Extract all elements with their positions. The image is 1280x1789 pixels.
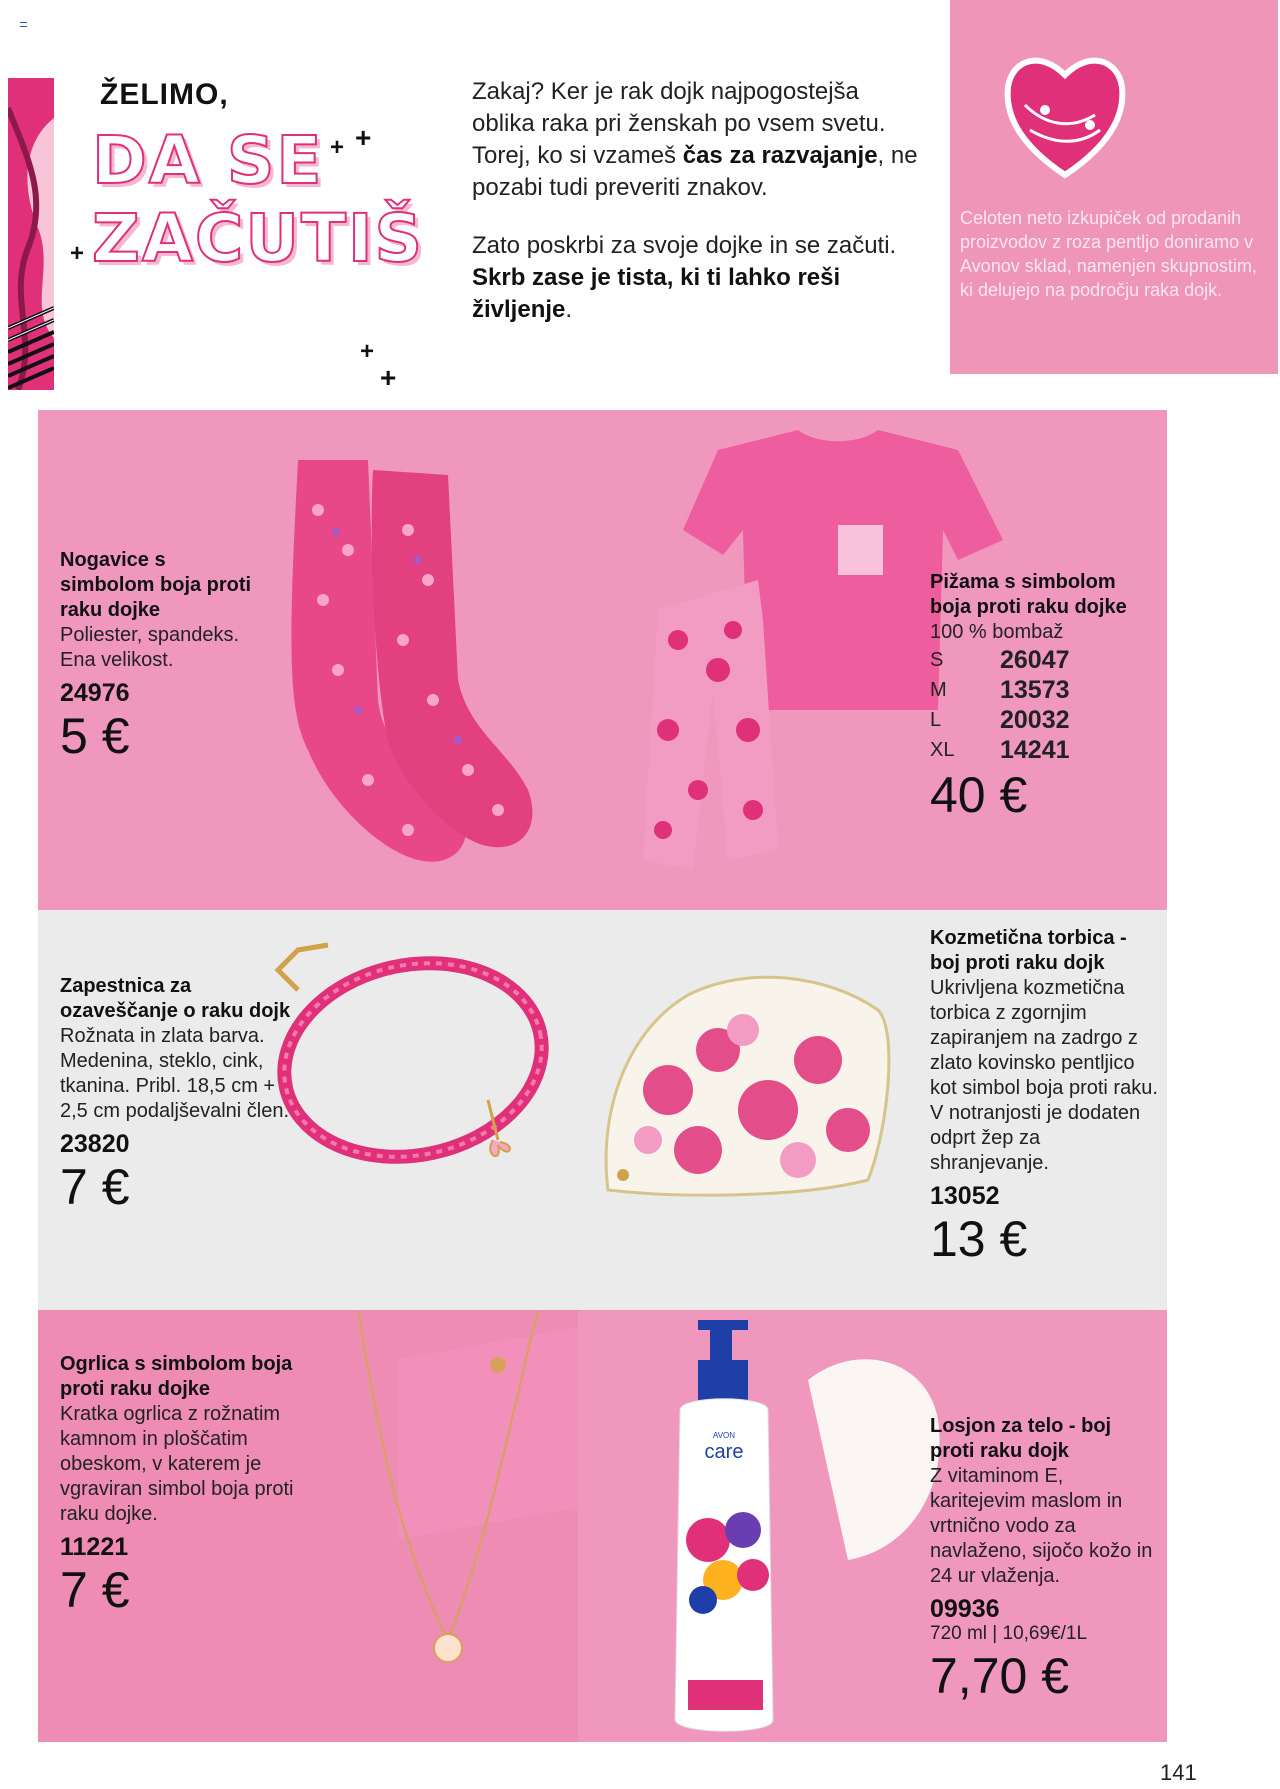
- product-panel-bracelet-pouch: [38, 910, 1167, 1310]
- product-volume: 720 ml | 10,69€/1L: [930, 1623, 1088, 1644]
- product-price: 40 €: [930, 767, 1028, 823]
- donation-text: Celoten neto izkupiček od prodanih proizvodov z roza pentljo doniramo v Avonov sklad, namenjen skupnostim, ki delujejo na področju raka dojk.: [960, 208, 1257, 300]
- intro-text: [472, 76, 922, 352]
- product-price: 7 €: [60, 1562, 130, 1618]
- product-description: Kratka ogrlica z rožnatim kamnom in ploščatim obeskom, v katerem je vgraviran simbol boja proti raku dojke.: [60, 1403, 294, 1525]
- product-price: 7 €: [60, 1159, 130, 1215]
- headline-line-2: ZAČUTIŠ: [92, 200, 425, 277]
- intro-paragraph-2: Zato poskrbi za svoje dojke in se začuti. Skrb zase je tista, ki ti lahko reši življenje.: [472, 232, 897, 323]
- decorative-strip: [8, 78, 54, 390]
- size-row: L 20032: [930, 706, 1070, 734]
- sparkle-icon: +: [380, 362, 397, 393]
- page-title: [92, 122, 424, 278]
- heart-hug-icon: [1000, 45, 1130, 185]
- necklace-image: [338, 1310, 578, 1670]
- socks-image: [218, 450, 548, 890]
- product-code: 24976: [60, 679, 130, 707]
- product-code: 23820: [60, 1130, 130, 1158]
- lotion-brand-small: AVON: [712, 1431, 736, 1440]
- lotion-brand: care: [704, 1441, 744, 1463]
- donation-box: [950, 0, 1278, 374]
- product-code: 13052: [930, 1182, 1000, 1210]
- product-description: Z vitaminom E, karitejevim maslom in vrtnično vodo za navlaženo, sijočo kožo in 24 ur vlaženja.: [930, 1465, 1153, 1587]
- sparkle-icon: +: [330, 134, 345, 161]
- size-row: S 26047: [930, 646, 1070, 674]
- product-price: 7,70 €: [930, 1648, 1070, 1704]
- sparkle-icon: +: [360, 338, 375, 365]
- product-name: Losjon za telo - boj proti raku dojk: [930, 1415, 1112, 1462]
- product-necklace: [60, 1352, 330, 1618]
- product-name: Kozmetična torbica - boj proti raku dojk: [930, 927, 1127, 974]
- product-code: 09936: [930, 1595, 1000, 1623]
- product-description: 100 % bombaž: [930, 621, 1064, 643]
- headline-kicker: ŽELIMO,: [100, 78, 229, 111]
- intro-paragraph-1: Zakaj? Ker je rak dojk najpogostejša oblika raka pri ženskah po vsem svetu. Torej, ko si vzameš čas za razvajanje, ne pozabi tudi preveriti znakov.: [472, 78, 918, 201]
- product-lotion: [930, 1414, 1160, 1704]
- page-number: 141: [1160, 1760, 1197, 1785]
- product-description: Ukrivljena kozmetična torbica z zgornjim zapiranjem na zadrgo z zlato kovinsko pentljico kot simbol boja proti raku. V notranjosti je dodaten odprt žep za shranjevanje.: [930, 977, 1158, 1174]
- product-name: Nogavice s simbolom boja proti raku dojke: [60, 549, 252, 621]
- product-pajamas: [930, 570, 1160, 823]
- product-name: Pižama s simbolom boja proti raku dojke: [930, 571, 1127, 618]
- cosmetic-pouch-image: [598, 970, 898, 1200]
- product-code: 11221: [60, 1533, 129, 1561]
- menu-icon[interactable]: [20, 22, 27, 27]
- product-description: Poliester, spandeks. Ena velikost.: [60, 624, 239, 671]
- product-panel-necklace-lotion: [38, 1310, 1167, 1742]
- product-panel-socks-pajamas: [38, 410, 1167, 910]
- product-description: Rožnata in zlata barva. Medenina, steklo, cink, tkanina. Pribl. 18,5 cm + 2,5 cm podaljševalni člen.: [60, 1025, 290, 1122]
- size-row: M 13573: [930, 676, 1070, 704]
- product-price: 13 €: [930, 1211, 1028, 1267]
- product-name: Zapestnica za ozaveščanje o raku dojk: [60, 975, 291, 1022]
- product-pouch: [930, 926, 1160, 1267]
- body-lotion-image: [658, 1320, 958, 1740]
- product-bracelet: [60, 974, 300, 1215]
- sparkle-icon: +: [355, 122, 372, 153]
- size-row: XL 14241: [930, 736, 1070, 764]
- sparkle-icon: +: [70, 240, 85, 267]
- product-price: 5 €: [60, 708, 130, 764]
- product-name: Ogrlica s simbolom boja proti raku dojke: [60, 1353, 293, 1400]
- headline-line-1: DA SE: [92, 122, 324, 199]
- product-socks: [60, 548, 260, 764]
